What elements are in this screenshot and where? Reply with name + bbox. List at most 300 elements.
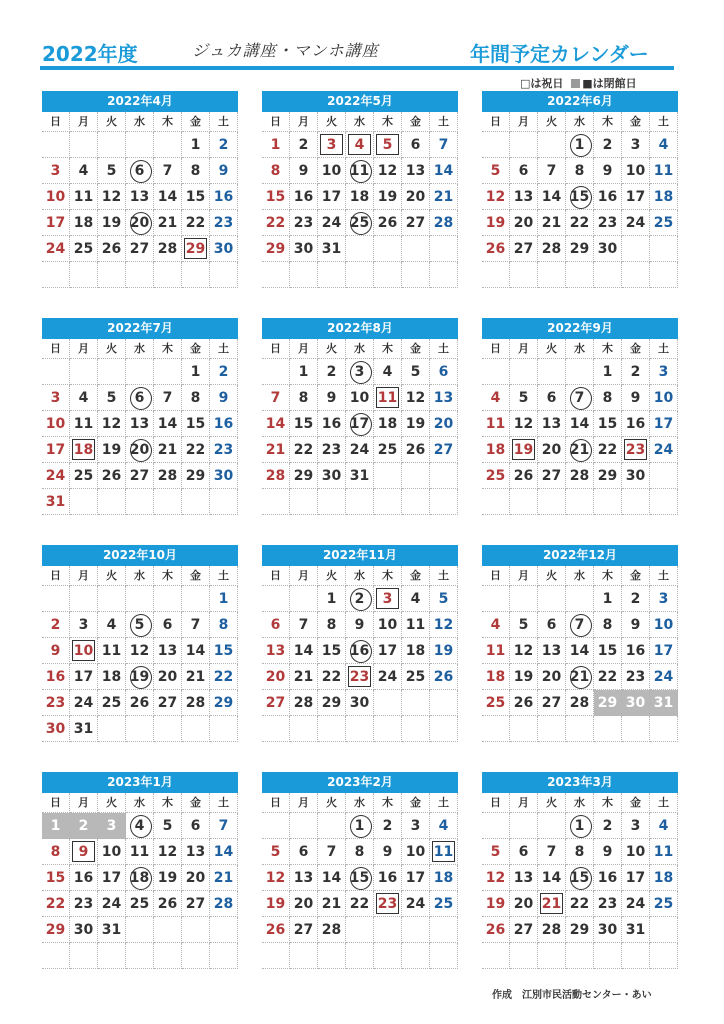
- day-cell: 25: [346, 210, 374, 236]
- empty-cell: [42, 262, 70, 288]
- empty-cell: [594, 716, 622, 742]
- day-cell: 27: [538, 463, 566, 489]
- day-cell: 24: [42, 236, 70, 262]
- empty-cell: [374, 716, 402, 742]
- day-cell: 23: [346, 664, 374, 690]
- empty-cell: [510, 132, 538, 158]
- day-cell: 17: [622, 184, 650, 210]
- day-cell: 4: [70, 385, 98, 411]
- day-cell: 17: [318, 184, 346, 210]
- day-cell: 3: [346, 359, 374, 385]
- day-cell: 18: [482, 437, 510, 463]
- day-cell: 27: [290, 917, 318, 943]
- day-cell: 7: [290, 612, 318, 638]
- day-cell: 11: [482, 638, 510, 664]
- day-cell: 2: [374, 813, 402, 839]
- empty-cell: [262, 489, 290, 515]
- day-cell: 21: [210, 865, 238, 891]
- weekday-label: 木: [594, 112, 622, 132]
- day-cell: 3: [318, 132, 346, 158]
- weekday-label: 月: [70, 566, 98, 586]
- day-cell: 28: [538, 917, 566, 943]
- day-cell: 12: [126, 638, 154, 664]
- day-cell: 3: [650, 359, 678, 385]
- day-cell: 14: [262, 411, 290, 437]
- day-cell: 26: [482, 917, 510, 943]
- day-cell: 17: [42, 210, 70, 236]
- closed-swatch-icon: [571, 79, 580, 88]
- title-rule: [40, 66, 674, 70]
- day-cell: 31: [622, 917, 650, 943]
- weekday-label: 日: [262, 793, 290, 813]
- day-cell: 16: [594, 184, 622, 210]
- empty-cell: [210, 917, 238, 943]
- day-cell: 8: [210, 612, 238, 638]
- day-cell: 30: [70, 917, 98, 943]
- day-cell: 26: [154, 891, 182, 917]
- day-cell: 19: [126, 664, 154, 690]
- day-cell: 3: [650, 586, 678, 612]
- day-cell: 7: [210, 813, 238, 839]
- empty-cell: [482, 489, 510, 515]
- day-cell: 8: [566, 839, 594, 865]
- day-cell: 13: [154, 638, 182, 664]
- day-cell: 21: [566, 437, 594, 463]
- day-cell: 15: [182, 411, 210, 437]
- weekday-label: 水: [566, 112, 594, 132]
- day-cell: 6: [182, 813, 210, 839]
- empty-cell: [622, 489, 650, 515]
- month-grid: [262, 793, 458, 969]
- empty-cell: [482, 262, 510, 288]
- day-cell: 27: [154, 690, 182, 716]
- day-cell: 19: [510, 437, 538, 463]
- day-cell: 6: [126, 158, 154, 184]
- day-cell: 10: [622, 158, 650, 184]
- day-cell: 12: [482, 865, 510, 891]
- day-cell: 22: [182, 437, 210, 463]
- day-cell: 3: [622, 813, 650, 839]
- day-cell: 11: [374, 385, 402, 411]
- day-cell: 29: [262, 236, 290, 262]
- month-calendar: [482, 91, 678, 288]
- day-cell: 23: [290, 210, 318, 236]
- empty-cell: [42, 586, 70, 612]
- weekday-label: 火: [538, 112, 566, 132]
- day-cell: 18: [374, 411, 402, 437]
- month-calendar: [42, 318, 238, 515]
- day-cell: 1: [210, 586, 238, 612]
- weekday-label: 水: [126, 339, 154, 359]
- day-cell: 2: [594, 813, 622, 839]
- weekday-label: 火: [98, 566, 126, 586]
- empty-cell: [482, 943, 510, 969]
- empty-cell: [566, 716, 594, 742]
- day-cell: 9: [346, 612, 374, 638]
- empty-cell: [262, 716, 290, 742]
- weekday-label: 火: [98, 112, 126, 132]
- day-cell: 31: [70, 716, 98, 742]
- day-cell: 6: [262, 612, 290, 638]
- empty-cell: [154, 359, 182, 385]
- weekday-label: 日: [42, 339, 70, 359]
- day-cell: 5: [98, 385, 126, 411]
- day-cell: 26: [402, 437, 430, 463]
- day-cell: 20: [430, 411, 458, 437]
- day-cell: 24: [346, 437, 374, 463]
- empty-cell: [566, 489, 594, 515]
- weekday-label: 金: [182, 793, 210, 813]
- empty-cell: [154, 262, 182, 288]
- day-cell: 16: [42, 664, 70, 690]
- day-cell: 11: [402, 612, 430, 638]
- day-cell: 4: [482, 612, 510, 638]
- day-cell: 9: [42, 638, 70, 664]
- weekday-label: 月: [70, 112, 98, 132]
- day-cell: 28: [318, 917, 346, 943]
- empty-cell: [482, 716, 510, 742]
- empty-cell: [566, 943, 594, 969]
- day-cell: 29: [594, 690, 622, 716]
- day-cell: 25: [70, 463, 98, 489]
- empty-cell: [154, 586, 182, 612]
- day-cell: 4: [126, 813, 154, 839]
- day-cell: 15: [210, 638, 238, 664]
- day-cell: 12: [510, 411, 538, 437]
- empty-cell: [154, 943, 182, 969]
- weekday-label: 木: [374, 793, 402, 813]
- weekday-label: 日: [482, 339, 510, 359]
- empty-cell: [510, 943, 538, 969]
- weekday-label: 木: [594, 566, 622, 586]
- day-cell: 14: [182, 638, 210, 664]
- day-cell: 13: [538, 638, 566, 664]
- day-cell: 10: [70, 638, 98, 664]
- weekday-label: 土: [430, 793, 458, 813]
- day-cell: 30: [210, 463, 238, 489]
- empty-cell: [374, 917, 402, 943]
- day-cell: 10: [622, 839, 650, 865]
- empty-cell: [346, 917, 374, 943]
- day-cell: 5: [402, 359, 430, 385]
- day-cell: 17: [98, 865, 126, 891]
- weekday-label: 土: [430, 112, 458, 132]
- calendar-title: 年間予定カレンダー: [470, 42, 649, 66]
- empty-cell: [430, 236, 458, 262]
- day-cell: 23: [70, 891, 98, 917]
- day-cell: 7: [262, 385, 290, 411]
- empty-cell: [430, 262, 458, 288]
- empty-cell: [374, 463, 402, 489]
- day-cell: 22: [42, 891, 70, 917]
- day-cell: 2: [210, 132, 238, 158]
- legend-closed-label: ■は閉館日: [582, 77, 637, 90]
- day-cell: 16: [70, 865, 98, 891]
- day-cell: 24: [374, 664, 402, 690]
- empty-cell: [346, 236, 374, 262]
- day-cell: 23: [210, 210, 238, 236]
- month-title: 2022年7月: [42, 318, 238, 339]
- day-cell: 30: [594, 236, 622, 262]
- legend-closed: [571, 77, 636, 90]
- day-cell: 30: [318, 463, 346, 489]
- day-cell: 24: [622, 210, 650, 236]
- day-cell: 10: [374, 612, 402, 638]
- weekday-label: 水: [566, 566, 594, 586]
- empty-cell: [98, 262, 126, 288]
- day-cell: 21: [154, 437, 182, 463]
- day-cell: 14: [566, 411, 594, 437]
- day-cell: 31: [318, 236, 346, 262]
- day-cell: 30: [210, 236, 238, 262]
- day-cell: 28: [182, 690, 210, 716]
- weekday-label: 土: [650, 112, 678, 132]
- day-cell: 24: [650, 437, 678, 463]
- day-cell: 27: [182, 891, 210, 917]
- day-cell: 4: [482, 385, 510, 411]
- day-cell: 1: [566, 813, 594, 839]
- day-cell: 13: [126, 184, 154, 210]
- day-cell: 18: [430, 865, 458, 891]
- day-cell: 13: [402, 158, 430, 184]
- day-cell: 13: [290, 865, 318, 891]
- day-cell: 14: [290, 638, 318, 664]
- weekday-label: 火: [538, 793, 566, 813]
- day-cell: 11: [70, 411, 98, 437]
- empty-cell: [318, 943, 346, 969]
- day-cell: 8: [318, 612, 346, 638]
- weekday-label: 日: [262, 339, 290, 359]
- empty-cell: [510, 359, 538, 385]
- empty-cell: [210, 716, 238, 742]
- day-cell: 29: [182, 463, 210, 489]
- day-cell: 3: [98, 813, 126, 839]
- day-cell: 12: [98, 184, 126, 210]
- day-cell: 14: [566, 638, 594, 664]
- empty-cell: [42, 359, 70, 385]
- day-cell: 20: [402, 184, 430, 210]
- day-cell: 3: [42, 385, 70, 411]
- empty-cell: [482, 586, 510, 612]
- day-cell: 12: [402, 385, 430, 411]
- month-calendar: [262, 545, 458, 742]
- month-calendar: [262, 91, 458, 288]
- day-cell: 4: [70, 158, 98, 184]
- day-cell: 28: [154, 463, 182, 489]
- empty-cell: [650, 489, 678, 515]
- day-cell: 9: [318, 385, 346, 411]
- day-cell: 30: [622, 690, 650, 716]
- day-cell: 30: [594, 917, 622, 943]
- day-cell: 25: [126, 891, 154, 917]
- day-cell: 23: [594, 210, 622, 236]
- day-cell: 20: [538, 437, 566, 463]
- day-cell: 27: [538, 690, 566, 716]
- day-cell: 28: [210, 891, 238, 917]
- day-cell: 11: [346, 158, 374, 184]
- day-cell: 23: [318, 437, 346, 463]
- empty-cell: [622, 262, 650, 288]
- day-cell: 11: [98, 638, 126, 664]
- empty-cell: [510, 489, 538, 515]
- day-cell: 19: [262, 891, 290, 917]
- day-cell: 8: [594, 385, 622, 411]
- month-grid: [262, 339, 458, 515]
- weekday-label: 木: [154, 112, 182, 132]
- empty-cell: [98, 586, 126, 612]
- empty-cell: [538, 132, 566, 158]
- day-cell: 25: [650, 210, 678, 236]
- day-cell: 18: [98, 664, 126, 690]
- day-cell: 14: [154, 184, 182, 210]
- day-cell: 18: [482, 664, 510, 690]
- day-cell: 9: [622, 612, 650, 638]
- month-grid: [482, 793, 678, 969]
- day-cell: 12: [262, 865, 290, 891]
- day-cell: 5: [482, 839, 510, 865]
- empty-cell: [510, 586, 538, 612]
- day-cell: 31: [98, 917, 126, 943]
- empty-cell: [290, 943, 318, 969]
- day-cell: 8: [566, 158, 594, 184]
- day-cell: 14: [154, 411, 182, 437]
- day-cell: 1: [318, 586, 346, 612]
- day-cell: 4: [374, 359, 402, 385]
- weekday-label: 木: [374, 339, 402, 359]
- weekday-label: 月: [510, 339, 538, 359]
- day-cell: 15: [182, 184, 210, 210]
- day-cell: 22: [346, 891, 374, 917]
- day-cell: 1: [346, 813, 374, 839]
- day-cell: 24: [650, 664, 678, 690]
- day-cell: 5: [510, 612, 538, 638]
- day-cell: 13: [510, 184, 538, 210]
- weekday-label: 月: [70, 793, 98, 813]
- day-cell: 29: [290, 463, 318, 489]
- day-cell: 19: [482, 891, 510, 917]
- empty-cell: [98, 132, 126, 158]
- day-cell: 3: [374, 586, 402, 612]
- day-cell: 27: [510, 917, 538, 943]
- day-cell: 27: [402, 210, 430, 236]
- month-title: 2023年3月: [482, 772, 678, 793]
- empty-cell: [346, 943, 374, 969]
- month-title: 2023年2月: [262, 772, 458, 793]
- day-cell: 19: [510, 664, 538, 690]
- empty-cell: [594, 262, 622, 288]
- day-cell: 7: [430, 132, 458, 158]
- empty-cell: [430, 489, 458, 515]
- day-cell: 15: [566, 184, 594, 210]
- day-cell: 6: [126, 385, 154, 411]
- day-cell: 7: [182, 612, 210, 638]
- empty-cell: [622, 716, 650, 742]
- day-cell: 29: [566, 917, 594, 943]
- weekday-label: 土: [210, 566, 238, 586]
- day-cell: 6: [154, 612, 182, 638]
- day-cell: 24: [42, 463, 70, 489]
- weekday-label: 木: [594, 793, 622, 813]
- weekday-label: 土: [210, 112, 238, 132]
- day-cell: 2: [318, 359, 346, 385]
- empty-cell: [538, 359, 566, 385]
- weekday-label: 日: [262, 112, 290, 132]
- day-cell: 15: [594, 638, 622, 664]
- empty-cell: [402, 236, 430, 262]
- day-cell: 30: [622, 463, 650, 489]
- empty-cell: [402, 489, 430, 515]
- day-cell: 5: [98, 158, 126, 184]
- day-cell: 18: [126, 865, 154, 891]
- day-cell: 7: [566, 612, 594, 638]
- month-calendar: [482, 545, 678, 742]
- empty-cell: [566, 262, 594, 288]
- empty-cell: [510, 262, 538, 288]
- day-cell: 25: [482, 690, 510, 716]
- empty-cell: [290, 262, 318, 288]
- weekday-label: 金: [622, 112, 650, 132]
- empty-cell: [430, 690, 458, 716]
- empty-cell: [262, 359, 290, 385]
- empty-cell: [126, 359, 154, 385]
- day-cell: 20: [510, 891, 538, 917]
- day-cell: 17: [346, 411, 374, 437]
- day-cell: 26: [262, 917, 290, 943]
- empty-cell: [210, 943, 238, 969]
- empty-cell: [430, 716, 458, 742]
- day-cell: 19: [374, 184, 402, 210]
- day-cell: 11: [70, 184, 98, 210]
- day-cell: 12: [374, 158, 402, 184]
- day-cell: 29: [594, 463, 622, 489]
- day-cell: 31: [650, 690, 678, 716]
- day-cell: 18: [402, 638, 430, 664]
- month-grid: [262, 566, 458, 742]
- day-cell: 8: [346, 839, 374, 865]
- day-cell: 26: [510, 690, 538, 716]
- month-calendar: [42, 91, 238, 288]
- day-cell: 19: [402, 411, 430, 437]
- day-cell: 15: [566, 865, 594, 891]
- day-cell: 19: [482, 210, 510, 236]
- day-cell: 28: [262, 463, 290, 489]
- day-cell: 15: [318, 638, 346, 664]
- empty-cell: [182, 586, 210, 612]
- day-cell: 1: [182, 132, 210, 158]
- month-grid: [42, 339, 238, 515]
- day-cell: 1: [42, 813, 70, 839]
- day-cell: 20: [154, 664, 182, 690]
- month-title: 2022年12月: [482, 545, 678, 566]
- day-cell: 7: [154, 158, 182, 184]
- day-cell: 1: [566, 132, 594, 158]
- weekday-label: 水: [566, 793, 594, 813]
- empty-cell: [154, 489, 182, 515]
- month-title: 2022年4月: [42, 91, 238, 112]
- day-cell: 28: [290, 690, 318, 716]
- empty-cell: [538, 716, 566, 742]
- empty-cell: [346, 262, 374, 288]
- day-cell: 2: [210, 359, 238, 385]
- day-cell: 21: [538, 891, 566, 917]
- weekday-label: 月: [510, 112, 538, 132]
- month-calendar: [482, 772, 678, 969]
- day-cell: 15: [262, 184, 290, 210]
- empty-cell: [210, 262, 238, 288]
- day-cell: 29: [42, 917, 70, 943]
- day-cell: 22: [210, 664, 238, 690]
- day-cell: 3: [622, 132, 650, 158]
